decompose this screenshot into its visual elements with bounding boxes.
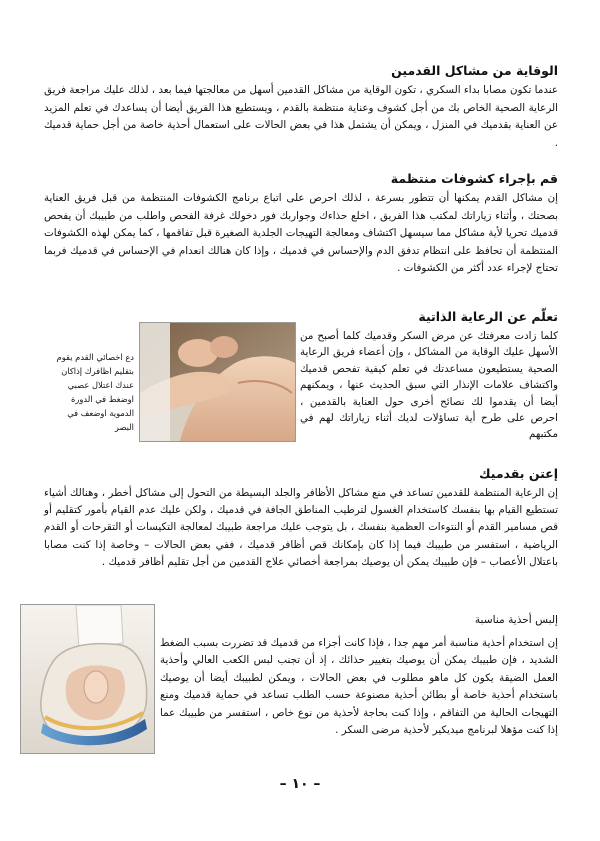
prevention-section <box>44 62 558 152</box>
self-care-heading: تعلّم عن الرعاية الذاتية <box>418 309 558 324</box>
foot-inspection-photo <box>139 322 296 442</box>
checkups-heading: قم بإجراء كشوفات منتظمة <box>390 171 558 186</box>
prevention-body: عندما تكون مصابا بداء السكري ، تكون الوقاية من مشاكل القدمين أسهل من معالجتها فيما بعد ، لذلك عليك مراجعة فريق الرعاية الصحية الخاص بك من أجل كشوف وعناية منتظمة بالقدم ، ويستطيع هذا الفريق أيضا أن يساعدك في تعلم المزيد عن العناية بقدميك في المنزل ، ويمكن أن يشتمل هذا في بعض الحالات على استعمال أحذية خاصة من أجل حماية قدميك . <box>44 84 558 149</box>
checkups-section <box>44 170 558 278</box>
self-care-body: كلما زادت معرفتك عن مرض السكر وقدميك كلما أصبح من الأسهل عليك الوقاية من المشاكل ، وإن أعضاء فريق الرعاية الصحية يستطيعون مساعدتك في تعلم كيفية تفحص قدميك واكتشاف علامات الإنذار التي سبق الحديث عنها ، ويمكنهم أيضا أن يقدموا لك نصائح أخرى حول العناية بالقدمين ، احرص على طرح أية تساؤلات لديك أثناء زياراتك لهم في مكتبهم <box>300 330 558 441</box>
foot-care-heading: إعتن بقدميك <box>479 466 558 481</box>
page-number: – ١٠ – <box>279 776 321 792</box>
foot-care-section <box>44 465 558 571</box>
prevention-heading: الوقاية من مشاكل القدمين <box>391 63 558 78</box>
shoes-heading: إلبس أحذية مناسبة <box>474 614 558 626</box>
self-care-section <box>300 308 558 443</box>
checkups-body: إن مشاكل القدم يمكنها أن تتطور بسرعة ، لذلك احرص على اتباع برنامج الكشوفات المنتظمة من قبل فريق العناية بصحتك ، وأثناء زياراتك لمكتب هذا الفريق ، اخلع حذاءك وجواربك فور دخولك غرفة الفحص واطلب من طبيبك أن يفحص قدميك تحريا لأية مشاكل مما سيسهل اكتشاف ومعالجة التهيجات الجلدية الصغيرة قبل تفاقمها ، كما يمكن لهذه الكشوفات المنتظمة أن تحافظ على انتظام تدفق الدم والإحساس في قدميك ، وإذا كان هنالك انعدام في الإحساس في قدميك فربما تحتاج لإجراء عدد أكثر من الكشوفات . <box>44 192 558 275</box>
self-care-caption: دع اخصائي القدم يقوم بتقليم اظافرك إذاكان عندك اعتلال عصبي اوضغط في الدورة الدموية اوضعف في البصر <box>56 352 134 432</box>
shoe-image <box>21 605 154 753</box>
shoes-section <box>160 612 558 739</box>
shoe-photo <box>20 604 155 754</box>
shoes-body: إن استخدام أحذية مناسبة أمر مهم جدا ، فإذا كانت أجزاء من قدميك قد تضررت بسبب الضغط الشديد ، فإن طبيبك يمكن أن يوصيك بتغيير حذائك ، إذ أن تجنب لبس الكعب العالي وأحذية العمل الضيقة يكون كل ماهو مطلوب في بعض الحالات ، ويمكن لطبيبك أيضا أن يوصيك باستخدام أحذية خاصة أو بطائن أحذية مصنوعة حسب الطلب تساعد في حماية قدميك ومنع التهيجات الحالية من التفاقم ، وإذا كنت بحاجة لأحذية من نوع خاص ، استفسر من طبيبك عما إذا كنت مؤهلا لبرنامج ميديكير لأحذية مرضى السكر . <box>160 637 558 737</box>
foot-care-body: إن الرعاية المنتظمة للقدمين تساعد في منع مشاكل الأظافر والجلد البسيطة من التحول إلى مشاكل أخطر ، وهنالك أشياء تستطيع القيام بها بنفسك كاستخدام الغسول لترطيب المناطق الجافة في قدميك ، ولكن عليك عدم القيام بأمور كتقليم أو قص مسامير القدم أو النتوءات العظمية بنفسك ، بل يتوجب عليك مراجعة طبيبك لمعالجة التكيسات أو التقرحات أو القدم الرياضية ، استفسر من طبيبك فيما إذا كان بإمكانك قص أظافر قدميك ، ففي بعض الحالات – وخاصة إذا كنت مصابا باعتلال الأعصاب – فإن طبيبك يمكن أن يوصيك بمراجعة أخصائي علاج القدمين من أجل تقليم أظافر قدميك . <box>44 487 558 568</box>
foot-inspection-image <box>140 323 295 441</box>
